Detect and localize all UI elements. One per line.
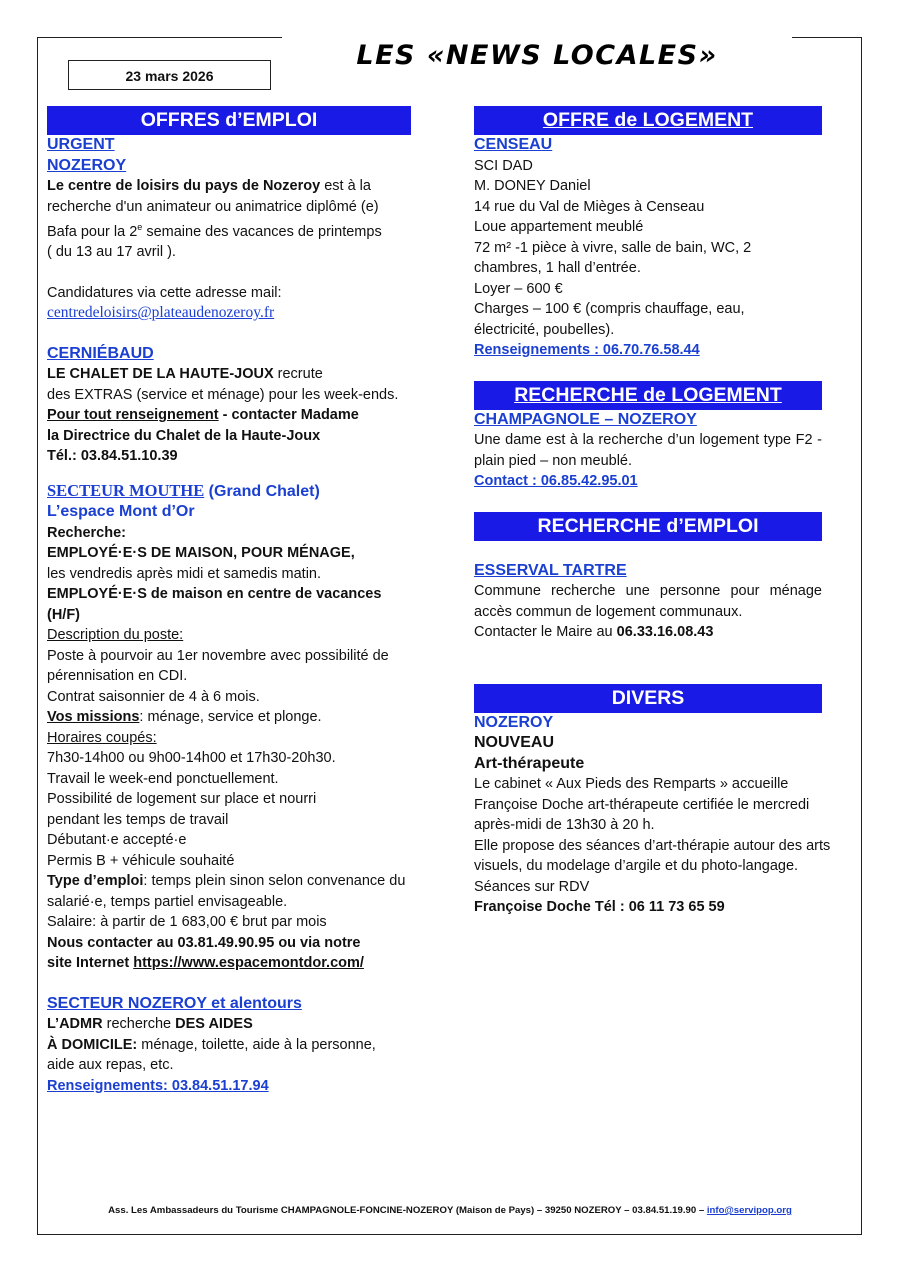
description-2: Contrat saisonnier de 4 à 6 mois. xyxy=(47,688,260,705)
lodging-text: Possibilité de logement sur place et nourri pendant les temps de travail xyxy=(47,791,317,828)
job-sup: e xyxy=(137,222,143,232)
job-place[interactable]: CERNIÉBAUD xyxy=(47,344,154,362)
date-box: 23 mars 2026 xyxy=(68,60,271,90)
misc-text-2: Elle propose des séances d’art-thérapie autour des arts visuels, du modelage d’argile et du photo-langage. xyxy=(474,837,831,874)
banner-recherche-logement: RECHERCHE de LOGEMENT xyxy=(474,381,822,410)
banner-divers: DIVERS xyxy=(474,684,822,713)
job-text: des EXTRAS (service et ménage) pour les week-ends. xyxy=(47,386,399,403)
housing-line-7: Charges – 100 € (compris chauffage, eau, électricité, poubelles). xyxy=(474,301,745,338)
hours-2: Travail le week-end ponctuellement. xyxy=(47,770,279,787)
job-recrute: recrute xyxy=(273,366,323,383)
sector-link[interactable]: SECTEUR MOUTHE xyxy=(47,480,205,500)
job-place: L’espace Mont d’Or xyxy=(47,503,195,521)
housing-line-5: 72 m² -1 pièce à vivre, salle de bain, WC, 2 chambres, 1 hall d’entrée. xyxy=(474,239,752,276)
housing-offer xyxy=(474,135,849,361)
misc-section xyxy=(474,713,849,918)
footer xyxy=(0,1205,900,1216)
footer-text: Ass. Les Ambassadeurs du Tourisme CHAMPAGNOLE-FONCINE-NOZEROY (Maison de Pays) – 39250 NOZEROY – 03.84.51.19.90 – xyxy=(108,1205,707,1216)
recherche-label: Recherche: xyxy=(47,524,126,541)
job-secteur-nozeroy xyxy=(47,994,407,1097)
housing-line-1: SCI DAD xyxy=(474,157,533,174)
banner-recherche-emploi: RECHERCHE d’EMPLOI xyxy=(474,512,822,541)
role-1: EMPLOYÉ·E·S DE MAISON, POUR MÉNAGE, xyxy=(47,545,355,562)
hours-1: 7h30-14h00 ou 9h00-14h00 et 17h30-20h30. xyxy=(47,750,336,767)
misc-title: Art-thérapeute xyxy=(474,754,585,772)
left-column xyxy=(47,106,407,1096)
search-place[interactable]: CHAMPAGNOLE – NOZEROY xyxy=(474,410,697,428)
housing-search xyxy=(474,410,849,492)
misc-contact: Françoise Doche Tél : 06 11 73 65 59 xyxy=(474,899,725,915)
permis-text: Permis B + véhicule souhaité xyxy=(47,852,235,869)
right-column xyxy=(474,106,849,918)
missions-label: Vos missions xyxy=(47,709,140,726)
contact-label: Pour tout renseignement xyxy=(47,407,219,424)
description-1: Poste à pourvoir au 1er novembre avec possibilité de pérennisation en CDI. xyxy=(47,647,389,685)
sector-link[interactable]: SECTEUR NOZEROY et alentours xyxy=(47,994,302,1012)
role-2-text: À DOMICILE: xyxy=(47,1036,138,1053)
type-text: : temps plein sinon selon convenance du salarié·e, temps partiel envisageable. xyxy=(47,873,406,910)
housing-line-3: 14 rue du Val de Mièges à Censeau xyxy=(474,198,705,215)
job-cerniebaud xyxy=(47,344,407,467)
misc-place: NOZEROY xyxy=(474,713,554,731)
misc-nouveau: NOUVEAU xyxy=(474,734,555,751)
debutant-text: Débutant·e accepté·e xyxy=(47,832,187,849)
contact-tel: Tél.: 03.84.51.10.39 xyxy=(47,448,178,465)
housing-line-6: Loyer – 600 € xyxy=(474,280,563,297)
job-text: est à la recherche d'un animateur ou animatrice diplômé (e) Bafa pour la 2 xyxy=(47,178,379,240)
description-title: Description du poste: xyxy=(47,627,184,644)
type-label: Type d’emploi xyxy=(47,873,144,890)
job-secteur-mouthe xyxy=(47,481,407,974)
housing-line-4: Loue appartement meublé xyxy=(474,219,644,235)
job-place[interactable]: NOZEROY xyxy=(47,156,127,174)
banner-offre-logement: OFFRE de LOGEMENT xyxy=(474,106,822,135)
housing-info-link[interactable]: Renseignements : 06.70.76.58.44 xyxy=(474,342,700,358)
job-tag[interactable]: URGENT xyxy=(47,136,115,153)
banner-offres-emploi: OFFRES d’EMPLOI xyxy=(47,106,411,135)
contact-text: Nous contacter au 03.81.49.90.95 ou via notre site Internet xyxy=(47,934,361,972)
salary-text: Salaire: à partir de 1 683,00 € brut par mois xyxy=(47,914,327,931)
contact-rest: - contacter Madame xyxy=(218,407,359,424)
search-contact-link[interactable]: Contact : 06.85.42.95.01 xyxy=(474,473,638,489)
apply-text: Candidatures via cette adresse mail: xyxy=(47,284,282,301)
website-link[interactable]: https://www.espacemontdor.com/ xyxy=(133,955,364,972)
job-text-2: semaine des vacances de printemps ( du 13 au 17 avril ). xyxy=(47,223,382,261)
role-2: EMPLOYÉ·E·S de maison en centre de vacances (H/F) xyxy=(47,586,382,623)
contact-line: la Directrice du Chalet de la Haute-Joux xyxy=(47,427,321,444)
search-text: Une dame est à la recherche d’un logement type F2 - plain pied – non meublé. xyxy=(474,432,822,469)
job-search xyxy=(474,561,849,643)
tasks-text: ménage, toilette, aide à la personne, aide aux repas, etc. xyxy=(47,1036,376,1074)
housing-place[interactable]: CENSEAU xyxy=(474,136,553,153)
job-search-place[interactable]: ESSERVAL TARTRE xyxy=(474,561,627,579)
page-title: LES «NEWS LOCALES» xyxy=(356,40,718,71)
recherche-text: recherche xyxy=(102,1016,176,1033)
job-urgent-nozeroy xyxy=(47,135,407,324)
sector-detail: (Grand Chalet) xyxy=(204,482,320,500)
role-1-detail: les vendredis après midi et samedis matin. xyxy=(47,565,322,582)
hours-label: Horaires coupés: xyxy=(47,729,157,746)
job-org: L’ADMR xyxy=(47,1016,103,1033)
job-search-text: Commune recherche une personne pour ménage accès commun de logement communaux. xyxy=(474,583,822,620)
footer-email-link[interactable]: info@servipop.org xyxy=(706,1205,792,1216)
email-link[interactable]: centredeloisirs@plateaudenozeroy.fr xyxy=(47,304,275,322)
job-org: LE CHALET DE LA HAUTE-JOUX xyxy=(47,366,274,383)
info-link[interactable]: Renseignements: 03.84.51.17.94 xyxy=(47,1077,269,1094)
missions-text: : ménage, service et plonge. xyxy=(139,709,322,726)
mayor-number: 06.33.16.08.43 xyxy=(616,624,714,640)
job-org: Le centre de loisirs du pays de Nozeroy xyxy=(47,178,321,194)
mayor-label: Contacter le Maire au xyxy=(474,624,617,640)
misc-text-1: Le cabinet « Aux Pieds des Remparts » accueille Françoise Doche art-thérapeute certifiée le mercredi après-midi de 13h30 à 20 h. xyxy=(474,776,810,833)
housing-line-2: M. DONEY Daniel xyxy=(474,178,591,194)
role-text: DES AIDES xyxy=(175,1016,253,1033)
misc-text-3: Séances sur RDV xyxy=(474,878,590,895)
